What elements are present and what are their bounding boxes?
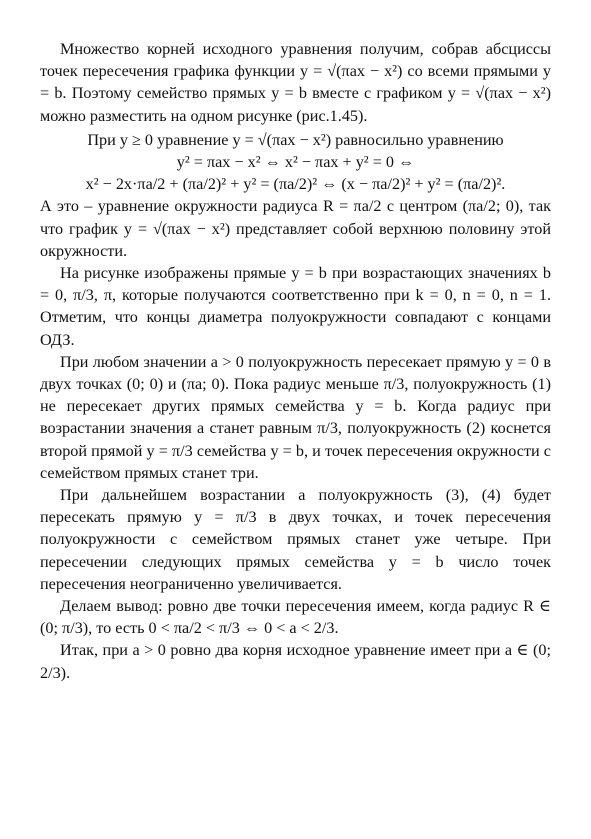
paragraph-8: Итак, при a > 0 ровно два корня исходное уравнение имеет при a ∈ (0; 2/3). bbox=[40, 641, 551, 682]
paragraph-6: При дальнейшем возрастании a полуокружность (3), (4) будет пересекать прямую y = π/3 в двух точках, и точек пересечения полуокружности с семейством прямых станет уже четыре. При пересечении следующих прямых семейства y = b число точек пересечения неограниченно увеличивается. bbox=[40, 486, 551, 593]
equation-line-2: x² − 2x·πa/2 + (πa/2)² + y² = (πa/2)² ⇔ (x − πa/2)² + y² = (πa/2)². bbox=[85, 175, 506, 194]
equation-line-1: y² = πax − x² ⇔ x² − πax + y² = 0 ⇔ bbox=[176, 153, 415, 172]
paragraph-1: Множество корней исходного уравнения получим, собрав абсциссы точек пересечения графика функции y = √(πax − x²) со всеми прямыми y = b. Поэтому семейство прямых y = b вместе с графиком y = √(πax − x²) можно разместить на одном рисунке (рис.1.45). bbox=[40, 40, 551, 125]
paragraph-5: При любом значении a > 0 полуокружность пересекает прямую y = 0 в двух точках (0; 0) и (πa; 0). Пока радиус меньше π/3, полуокружность (1) не пересекает других прямых семейства y = b. Когда радиус при возрастании значения a станет равным π/3, полуокружность (2) коснется второй прямой y = π/3 семейства y = b, и точек пересечения окружности с семейством прямых станет три. bbox=[40, 352, 551, 482]
document-page bbox=[40, 38, 551, 684]
paragraph-2: При y ≥ 0 уравнение y = √(πax − x²) равносильно уравнению bbox=[87, 130, 504, 149]
paragraph-3: А это – уравнение окружности радиуса R = πa/2 с центром (πa/2; 0), так что график y = √(πax − x²) представляет собой верхнюю половину этой окружности. bbox=[40, 197, 551, 260]
paragraph-7: Делаем вывод: ровно две точки пересечения имеем, когда радиус R ∈ (0; π/3), то есть 0 < πa/2 < π/3 ⇔ 0 < a < 2/3. bbox=[40, 597, 551, 638]
paragraph-4: На рисунке изображены прямые y = b при возрастающих значениях b = 0, π/3, π, которые получаются соответственно при k = 0, n = 0, n = 1. Отметим, что концы диаметра полуокружности совпадают с концами ОДЗ. bbox=[40, 264, 551, 349]
